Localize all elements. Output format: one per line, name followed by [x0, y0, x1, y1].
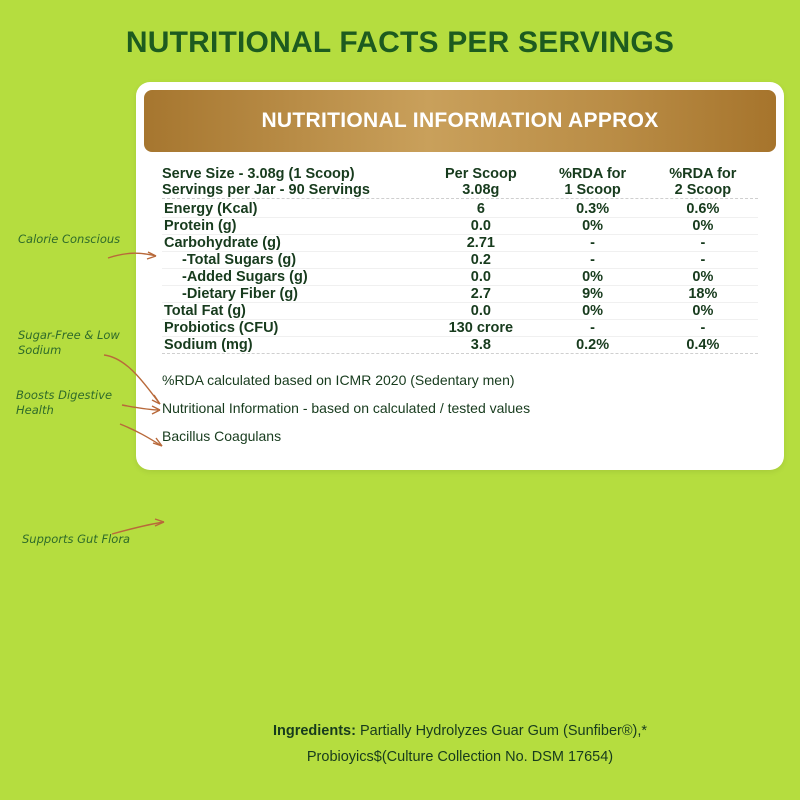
row-rda-1-scoop: 0.2%: [576, 337, 610, 353]
serve-size-cell: [162, 166, 424, 198]
col-rda2-line1: %RDA for: [669, 166, 737, 182]
row-per-scoop: 6: [424, 201, 537, 218]
col-rda2-header: [648, 166, 758, 198]
row-per-scoop: 0.0: [424, 218, 537, 235]
row-rda-1-scoop: -: [537, 252, 647, 269]
note-line: %RDA calculated based on ICMR 2020 (Sedentary men): [162, 372, 515, 388]
row-rda-1-scoop: 0%: [537, 269, 647, 286]
col-per-scoop-header: [424, 166, 537, 198]
ingredients-text1: Partially Hydrolyzes Guar Gum (Sunfiber®),*: [359, 723, 648, 739]
card-header: [144, 90, 776, 152]
row-rda-2-scoop: 0%: [648, 269, 758, 286]
col-rda1-line1: %RDA for: [559, 166, 627, 182]
row-rda-2-scoop: 18%: [648, 286, 758, 303]
table-row: [162, 201, 758, 218]
row-per-scoop: 2.71: [424, 235, 537, 252]
row-per-scoop: 130 crore: [424, 320, 537, 337]
table-row: [162, 235, 758, 252]
nutrition-table-wrapper: [136, 152, 784, 198]
row-label: Energy (Kcal): [162, 201, 424, 218]
card-header-title: NUTRITIONAL INFORMATION APPROX: [261, 109, 659, 132]
row-rda-1-scoop: -: [537, 320, 647, 337]
annotation-digestive-health: Boosts Digestive Health: [16, 388, 113, 417]
row-label: Carbohydrate (g): [162, 235, 424, 252]
annotation-calorie-conscious: Calorie Conscious: [18, 232, 121, 246]
ingredients-label: Ingredients:: [272, 723, 356, 739]
row-rda-1-scoop: 0.3%: [537, 201, 647, 218]
row-rda-2-scoop: 0%: [648, 218, 758, 235]
table-row: [162, 286, 758, 303]
row-rda-2-scoop: -: [648, 252, 758, 269]
row-per-scoop: 2.7: [424, 286, 537, 303]
serve-size-line1: Serve Size - 3.08g (1 Scoop): [162, 166, 355, 182]
row-label: -Dietary Fiber (g): [162, 286, 424, 303]
row-label: -Total Sugars (g): [162, 252, 424, 269]
row-rda-2-scoop: -: [648, 235, 758, 252]
table-row: [162, 303, 758, 320]
row-rda-2-scoop: 0.6%: [648, 201, 758, 218]
row-label: Probiotics (CFU): [162, 320, 424, 337]
table-row: [162, 337, 758, 354]
row-rda-2-scoop: 0%: [648, 303, 758, 320]
nutrition-rows-table: [162, 201, 758, 353]
table-row: [162, 252, 758, 269]
row-label: Protein (g): [162, 218, 424, 235]
ingredients-line2: Probioyics$(Culture Collection No. DSM 17654): [306, 749, 614, 765]
col-rda1-line2: 1 Scoop: [564, 182, 621, 198]
nutrition-table: [162, 166, 758, 198]
row-rda-1-scoop: -: [537, 235, 647, 252]
col-per-scoop-line1: Per Scoop: [444, 166, 517, 182]
row-per-scoop: 0.2: [424, 252, 537, 269]
table-row: [162, 218, 758, 235]
notes-block: [136, 354, 784, 470]
col-per-scoop-line2: 3.08g: [462, 182, 500, 198]
annotation-sugar-free: Sugar-Free & Low Sodium: [18, 328, 120, 357]
table-header-row: [162, 166, 758, 198]
col-rda1-header: [537, 166, 647, 198]
page-title: NUTRITIONAL FACTS PER SERVINGS: [125, 26, 675, 59]
row-per-scoop: 3.8: [470, 337, 491, 353]
row-per-scoop: 0.0: [424, 303, 537, 320]
annotation-gut-flora: Supports Gut Flora: [22, 532, 131, 546]
row-label: Total Fat (g): [162, 303, 424, 320]
row-rda-2-scoop: -: [648, 320, 758, 337]
nutrition-card: [136, 82, 784, 470]
note-line: Nutritional Information - based on calculated / tested values: [162, 400, 531, 416]
col-rda2-line2: 2 Scoop: [674, 182, 732, 198]
ingredients-block: [136, 718, 784, 770]
table-row: [162, 269, 758, 286]
row-rda-2-scoop: 0.4%: [686, 337, 720, 353]
row-rda-1-scoop: 9%: [537, 286, 647, 303]
row-label: Sodium (mg): [164, 337, 253, 353]
row-rda-1-scoop: 0%: [537, 303, 647, 320]
table-row: [162, 320, 758, 337]
note-line: Bacillus Coagulans: [162, 428, 282, 444]
row-label: -Added Sugars (g): [162, 269, 424, 286]
ingredients-line1: [136, 718, 784, 744]
serve-size-line2: Servings per Jar - 90 Servings: [162, 182, 370, 198]
row-per-scoop: 0.0: [424, 269, 537, 286]
row-rda-1-scoop: 0%: [537, 218, 647, 235]
